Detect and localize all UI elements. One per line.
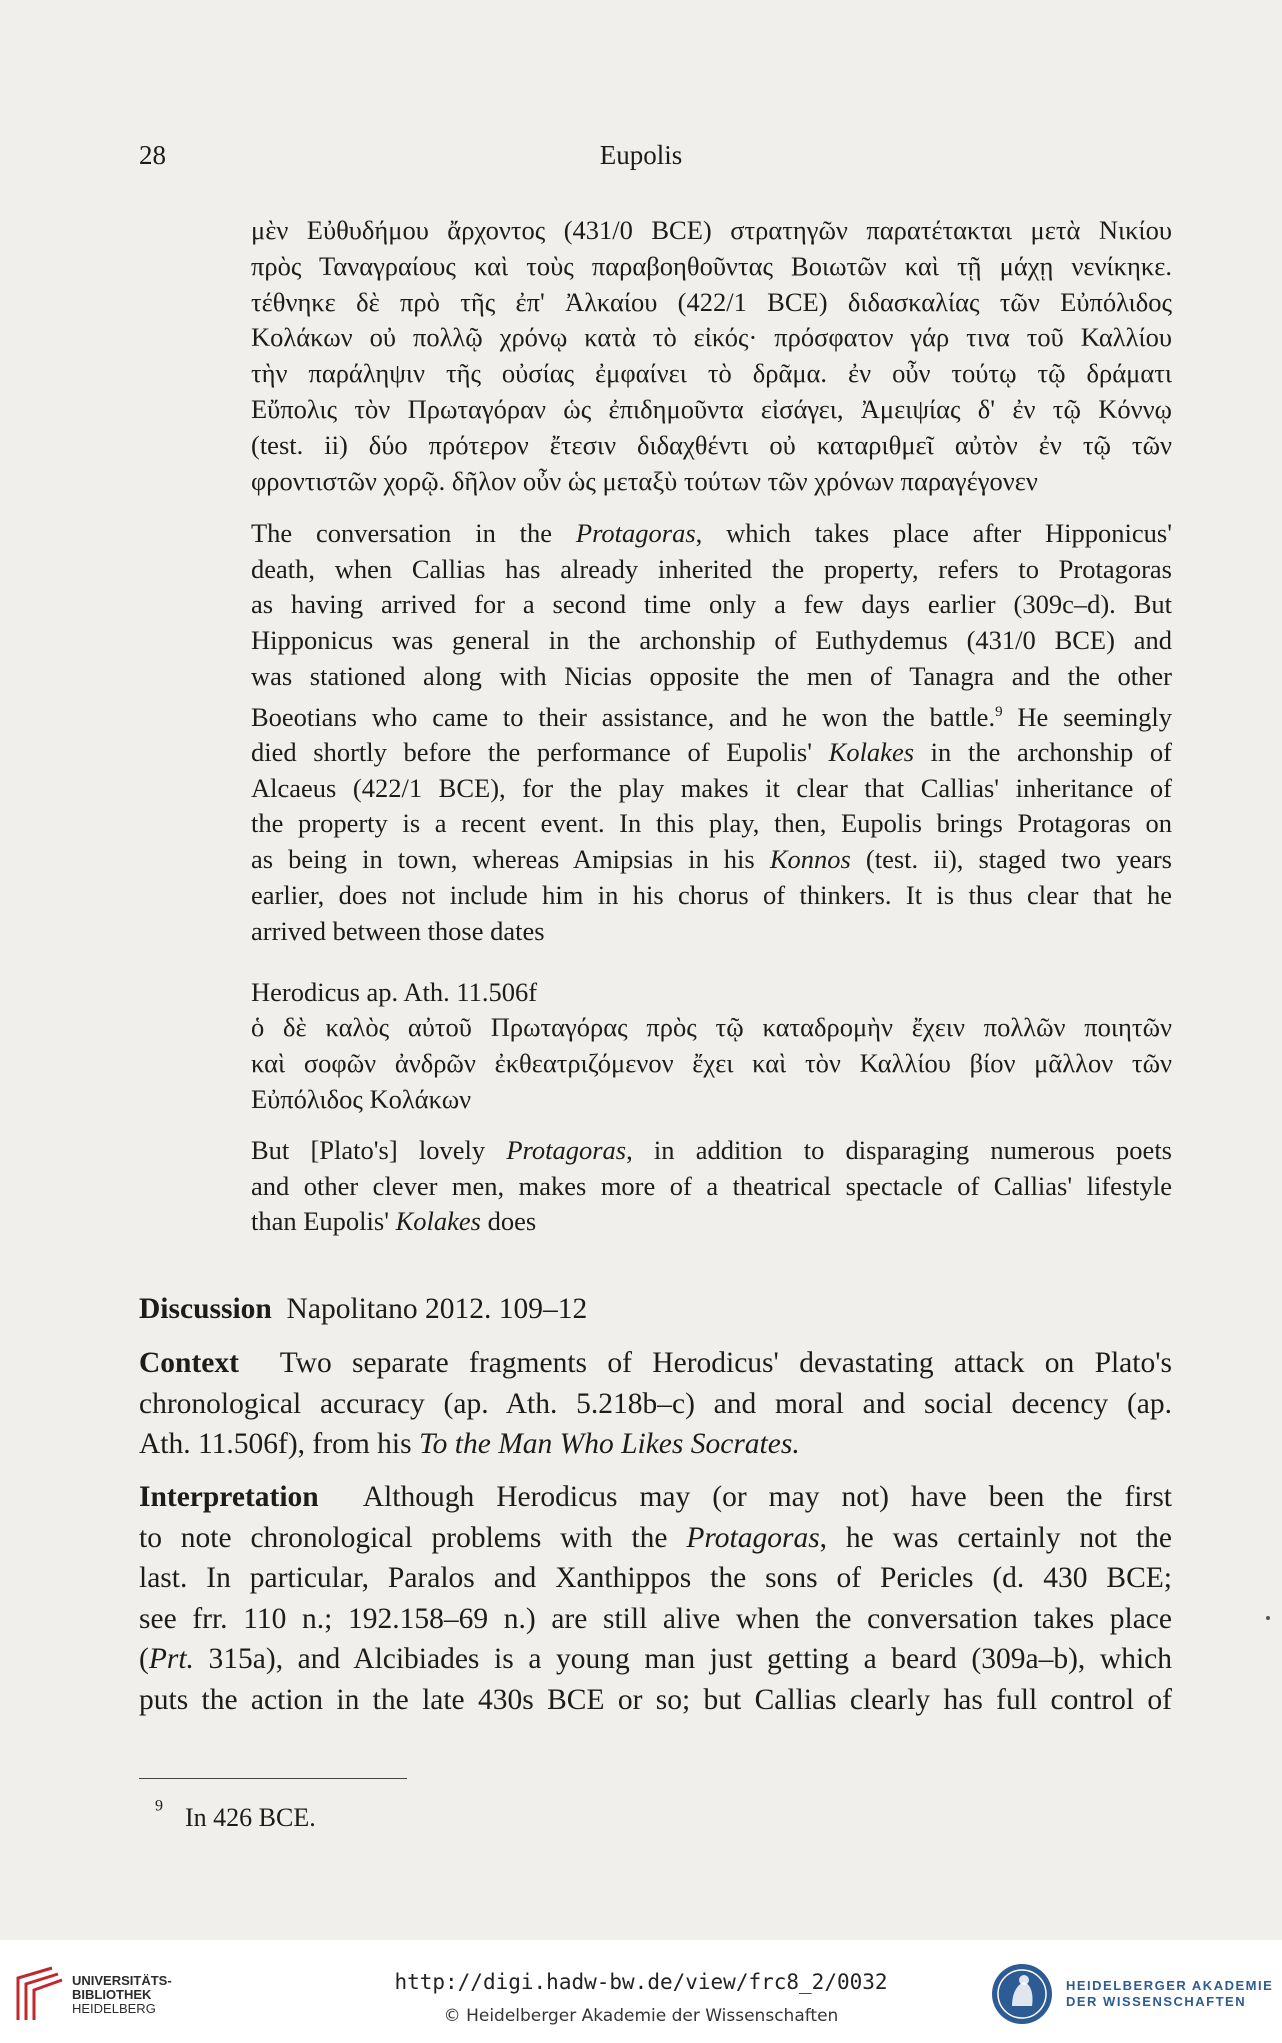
translation-line: Boeotians who came to their assistance, and he won the battle.$^9$ He seemingly: [251, 701, 1173, 732]
interpretation-section: [139, 1477, 1172, 1721]
footnote-ref[interactable]: 9: [995, 703, 1003, 720]
source-citation: [251, 975, 1172, 1011]
translation-line: was stationed along with Nicias opposite the men of Tanagra and the other: [251, 660, 1172, 691]
interpretation-line: see frr. 110 n.; 192.158–69 n.) are still alive when the conversation takes place: [139, 1602, 1172, 1635]
greek-line: τὴν παράληψιν τῆς οὐσίας ἐμφαίνει τὸ δρᾶμα. ἐν οὖν τούτῳ τῷ δράματι: [251, 358, 1172, 389]
translation-line: Alcaeus (422/1 BCE), for the play makes it clear that Callias' inheritance of: [251, 772, 1172, 803]
translation-line: and other clever men, makes more of a theatrical spectacle of Callias' lifestyle: [251, 1170, 1172, 1201]
greek-line: πρὸς Ταναγραίους καὶ τοὺς παραβοηθοῦντας Βοιωτῶν καὶ τῇ μάχῃ νενίκηκε.: [251, 250, 1172, 281]
greek-line: Κολάκων οὐ πολλῷ χρόνῳ κατὰ τὸ εἰκός· πρόσφατον γάρ τινα τοῦ Καλλίου: [251, 322, 1172, 353]
translation-line: died shortly before the performance of Eupolis' Kolakes in the archonship of: [251, 737, 1172, 768]
footnote-text: In 426 BCE.: [185, 1803, 316, 1832]
page-header: [0, 140, 1282, 180]
translation-line: earlier, does not include him in his chorus of thinkers. It is thus clear that he: [251, 879, 1172, 910]
greek-line: Εὔπολις τὸν Πρωταγόραν ὡς ἐπιδημοῦντα εἰσάγει, Ἀμειψίας δ' ἐν τῷ Κόννῳ: [251, 393, 1172, 424]
context-line: Ath. 11.506f), from his To the Man Who Likes Socrates.: [139, 1428, 800, 1461]
running-head: Eupolis: [599, 140, 683, 170]
translation-2: [251, 1133, 1172, 1240]
work-title: Konnos: [769, 844, 851, 875]
context-line: Context Two separate fragments of Herodicus' devastating attack on Plato's: [139, 1347, 1173, 1379]
page-number: 28: [139, 140, 166, 170]
work-title: Kolakes: [828, 737, 915, 768]
translation-line: death, when Callias has already inherited the property, refers to Protagoras: [251, 553, 1172, 584]
footnote-marker: 9: [155, 1797, 163, 1815]
greek-line: τέθνηκε δὲ πρὸ τῆς ἐπ' Ἀλκαίου (422/1 BCE) διδασκαλίας τῶν Εὐπόλιδος: [251, 286, 1172, 317]
greek-line: ὁ δὲ καλὸς αὐτοῦ Πρωταγόρας πρὸς τῷ καταδρομὴν ἔχειν πολλῶν ποιητῶν: [251, 1012, 1172, 1042]
translation-1: [251, 516, 1172, 949]
discussion-label: Discussion: [139, 1293, 272, 1325]
translation-line: Hipponicus was general in the archonship of Euthydemus (431/0 BCE) and: [251, 625, 1172, 656]
greek-line: μὲν Εὐθυδήμου ἄρχοντος (431/0 BCE) στρατηγῶν παρατέτακται μετὰ Νικίου: [251, 215, 1172, 245]
discussion-text: Napolitano 2012. 109–12: [286, 1293, 588, 1325]
source-line: Herodicus ap. Ath. 11.506f: [251, 977, 538, 1007]
discussion-section: [139, 1289, 1172, 1330]
interpretation-line: last. In particular, Paralos and Xanthippos the sons of Pericles (d. 430 BCE;: [139, 1562, 1172, 1595]
translation-line: But [Plato's] lovely Protagoras, in addition to disparaging numerous poets: [251, 1135, 1172, 1165]
greek-line: Εὐπόλιδος Κολάκων: [251, 1083, 472, 1114]
translation-line: the property is a recent event. In this play, then, Eupolis brings Protagoras on: [251, 808, 1172, 839]
footer-strip: [0, 1940, 1282, 2043]
translation-line: as being in town, whereas Amipsias in his Konnos (test. ii), staged two years: [251, 844, 1172, 875]
footnote: [155, 1797, 316, 1832]
translation-line: as having arrived for a second time only a few days earlier (309c–d). But: [251, 589, 1172, 620]
interpretation-label: Interpretation: [139, 1481, 319, 1513]
margin-mark: [1266, 1616, 1270, 1620]
work-title: Protagoras: [506, 1135, 627, 1165]
work-title: Protagoras: [575, 518, 696, 548]
work-title: Kolakes: [395, 1206, 481, 1237]
translation-line: The conversation in the Protagoras, which takes place after Hipponicus': [251, 518, 1173, 548]
translation-line: arrived between those dates: [251, 915, 545, 946]
greek-quote-1: [251, 213, 1172, 499]
context-line: chronological accuracy (ap. Ath. 5.218b–c) and moral and social decency (ap.: [139, 1387, 1172, 1420]
translation-line: than Eupolis' Kolakes does: [251, 1206, 537, 1237]
footnote-rule: [139, 1778, 407, 1779]
work-title: To the Man Who Likes Socrates.: [418, 1428, 800, 1461]
interpretation-line: puts the action in the late 430s BCE or so; but Callias clearly has full control of: [139, 1683, 1172, 1716]
interpretation-line: to note chronological problems with the Protagoras, he was certainly not the: [139, 1521, 1172, 1554]
university-library-name: UNIVERSITÄTS- BIBLIOTHEK HEIDELBERG: [72, 1973, 172, 2016]
work-abbrev: Prt.: [148, 1643, 194, 1676]
greek-line: φροντιστῶν χορῷ. δῆλον οὖν ὡς μεταξὺ τούτων τῶν χρόνων παραγέγονεν: [251, 465, 1038, 496]
work-title: Protagoras: [686, 1521, 820, 1554]
permalink-url[interactable]: http://digi.hadw-bw.de/view/frc8_2/0032: [394, 1970, 888, 1994]
greek-quote-2: [251, 1010, 1172, 1117]
interpretation-line: (Prt. 315a), and Alcibiades is a young man just getting a beard (309a–b), which: [139, 1643, 1172, 1676]
context-label: Context: [139, 1347, 239, 1379]
academy-seal-icon: [990, 1962, 1054, 2026]
academy-name: HEIDELBERGER AKADEMIE DER WISSENSCHAFTEN: [1066, 1978, 1274, 2009]
copyright-notice: © Heidelberger Akademie der Wissenschaften: [443, 2006, 839, 2026]
greek-line: καὶ σοφῶν ἀνδρῶν ἐκθεατριζόμενον ἔχει καὶ τὸν Καλλίου βίον μᾶλλον τῶν: [251, 1047, 1172, 1078]
context-section: [139, 1343, 1172, 1465]
interpretation-line: Interpretation Although Herodicus may (or may not) have been the first: [139, 1481, 1172, 1513]
greek-line: (test. ii) δύο πρότερον ἔτεσιν διδαχθέντι οὐ καταριθμεῖ αὐτὸν ἐν τῷ τῶν: [251, 429, 1172, 460]
